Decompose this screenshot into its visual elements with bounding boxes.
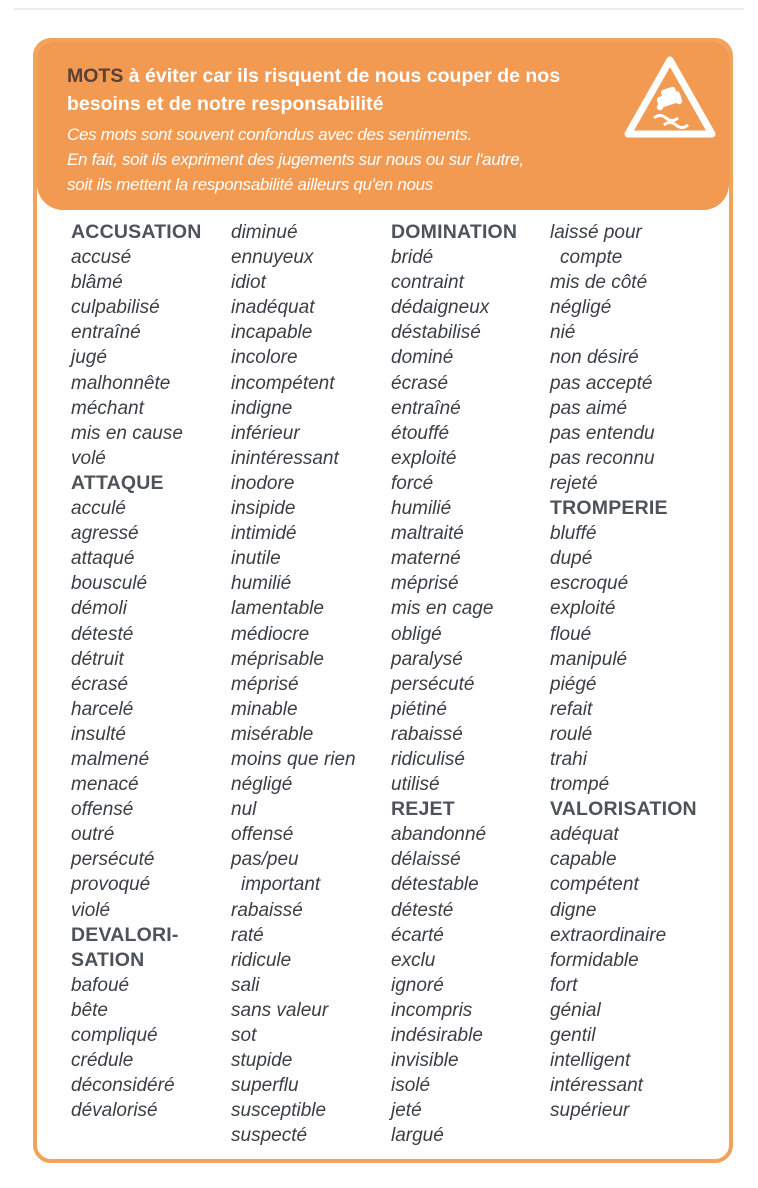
word-item: dévalorisé xyxy=(71,1100,158,1122)
word-item: formidable xyxy=(550,949,639,971)
word-item: pas aimé xyxy=(550,397,628,419)
word-item: inférieur xyxy=(231,422,300,444)
word-item: pas reconnu xyxy=(550,447,655,469)
word-item: agressé xyxy=(71,523,139,545)
word-item: diminué xyxy=(231,222,298,243)
word-column-2 xyxy=(231,220,391,1148)
word-item: dominé xyxy=(391,347,454,369)
top-divider xyxy=(14,8,744,10)
word-item: misérable xyxy=(231,723,314,745)
word-item: digne xyxy=(550,899,597,921)
word-item: détesté xyxy=(391,899,454,921)
word-item: susceptible xyxy=(231,1100,327,1122)
word-item: sans valeur xyxy=(231,999,329,1021)
word-item: humilié xyxy=(231,573,292,595)
word-item: ridiculisé xyxy=(391,748,465,770)
word-item: escroqué xyxy=(550,573,629,595)
word-item: extraordinaire xyxy=(550,924,667,946)
word-item: idiot xyxy=(231,272,266,294)
word-item: moins que rien xyxy=(231,748,356,770)
word-item: génial xyxy=(550,999,601,1021)
word-item: piétiné xyxy=(391,698,447,720)
word-item: refait xyxy=(550,698,593,720)
word-item: entraîné xyxy=(391,397,461,419)
word-item: ennuyeux xyxy=(231,247,314,269)
category-heading: TROMPERIE xyxy=(550,497,668,520)
word-item: compte xyxy=(560,247,623,269)
word-item: volé xyxy=(71,447,106,469)
word-item: écrasé xyxy=(71,673,129,695)
category-heading: VALORISATION xyxy=(550,798,697,821)
word-item: médiocre xyxy=(231,623,310,645)
word-item: pas entendu xyxy=(550,422,655,444)
word-item: dédaigneux xyxy=(391,297,490,319)
word-item: bousculé xyxy=(71,573,148,595)
word-item: lamentable xyxy=(231,598,324,620)
word-item: sot xyxy=(231,1025,257,1046)
word-item: démoli xyxy=(71,598,127,620)
word-item: exploité xyxy=(550,598,616,620)
word-item: isolé xyxy=(391,1075,431,1097)
word-item: étouffé xyxy=(391,422,450,444)
word-item: sali xyxy=(231,974,260,996)
word-item: exploité xyxy=(391,447,457,469)
word-item: minable xyxy=(231,698,298,720)
word-item: forcé xyxy=(391,472,434,494)
title-text: à éviter car ils risquent de nous couper de nos besoins et de notre responsabilité xyxy=(67,65,561,115)
category-heading: SATION xyxy=(71,948,145,971)
word-item: accusé xyxy=(71,247,132,269)
word-item: indésirable xyxy=(391,1025,483,1046)
word-item: détestable xyxy=(391,874,479,896)
word-item: bafoué xyxy=(71,974,130,996)
category-heading: DOMINATION xyxy=(391,221,518,243)
word-item: inadéquat xyxy=(231,297,315,319)
word-item: détesté xyxy=(71,623,134,645)
category-heading: REJET xyxy=(391,798,455,821)
word-item: menacé xyxy=(71,774,139,796)
word-item: ridicule xyxy=(231,949,292,971)
word-column-3 xyxy=(391,220,551,1148)
word-item: incompétent xyxy=(231,372,335,394)
word-item: utilisé xyxy=(391,774,440,796)
word-item: insulté xyxy=(71,723,126,745)
word-item: indigne xyxy=(231,397,293,419)
word-item: contraint xyxy=(391,272,464,294)
word-item: rejeté xyxy=(550,472,598,494)
word-item: nul xyxy=(231,799,257,821)
word-item: important xyxy=(241,874,321,896)
subtitle-line: En fait, soit ils expriment des jugements sur nous ou sur l'autre, xyxy=(67,150,524,169)
word-item: intelligent xyxy=(550,1050,631,1072)
word-item: abandonné xyxy=(391,824,487,846)
word-item: mis de côté xyxy=(550,272,648,294)
word-item: pas/peu xyxy=(231,849,299,871)
word-item: compliqué xyxy=(71,1025,158,1046)
word-item: compétent xyxy=(550,874,639,896)
word-item: détruit xyxy=(71,648,124,670)
word-item: mis en cage xyxy=(391,598,494,620)
word-item: ignoré xyxy=(391,974,444,996)
word-item: exclu xyxy=(391,949,436,971)
word-item: dupé xyxy=(550,548,593,570)
word-item: persécuté xyxy=(71,849,155,871)
word-item: supérieur xyxy=(550,1100,630,1122)
word-item: malmené xyxy=(71,748,150,770)
word-item: écrasé xyxy=(391,372,449,394)
word-item: incompris xyxy=(391,999,473,1021)
word-item: maltraité xyxy=(391,523,464,545)
word-item: provoqué xyxy=(71,874,151,896)
word-item: stupide xyxy=(231,1050,293,1072)
word-item: jugé xyxy=(71,347,107,369)
word-item: capable xyxy=(550,849,617,871)
word-item: largué xyxy=(391,1125,444,1147)
word-item: gentil xyxy=(550,1025,596,1046)
word-item: délaissé xyxy=(391,849,461,871)
word-item: pas accepté xyxy=(550,372,653,394)
word-item: méprisé xyxy=(391,573,459,595)
word-item: entraîné xyxy=(71,322,141,344)
word-item: intimidé xyxy=(231,523,297,545)
word-item: intéressant xyxy=(550,1075,643,1097)
word-item: piégé xyxy=(550,673,597,695)
word-item: violé xyxy=(71,899,111,921)
word-item: inutile xyxy=(231,548,281,570)
word-item: raté xyxy=(231,924,264,946)
word-item: nié xyxy=(550,322,576,344)
word-item: méprisé xyxy=(231,673,299,695)
card-header xyxy=(37,42,729,210)
word-item: incapable xyxy=(231,322,313,344)
word-item: malhonnête xyxy=(71,372,171,394)
subtitle-line: soit ils mettent la responsabilité ailleurs qu'en nous xyxy=(67,175,433,194)
word-item: bridé xyxy=(391,247,434,269)
word-item: suspecté xyxy=(231,1125,308,1147)
card-subtitle xyxy=(67,122,667,197)
word-item: laissé pour xyxy=(550,222,642,243)
category-heading: ATTAQUE xyxy=(71,471,164,494)
word-item: blâmé xyxy=(71,272,123,294)
word-item: bête xyxy=(71,999,108,1021)
word-list-card xyxy=(33,38,733,1163)
word-item: superflu xyxy=(231,1075,299,1097)
word-item: jeté xyxy=(391,1100,422,1122)
word-item: harcelé xyxy=(71,698,134,720)
word-item: trahi xyxy=(550,748,587,770)
word-item: outré xyxy=(71,824,115,846)
word-item: obligé xyxy=(391,623,442,645)
word-item: méprisable xyxy=(231,648,324,670)
word-item: floué xyxy=(550,623,592,645)
word-item: persécuté xyxy=(391,673,475,695)
word-item: bluffé xyxy=(550,523,597,545)
word-item: materné xyxy=(391,548,461,570)
word-item: invisible xyxy=(391,1050,459,1072)
word-column-4 xyxy=(550,220,710,1123)
word-item: fort xyxy=(550,974,578,996)
word-item: adéquat xyxy=(550,824,619,846)
word-item: déconsidéré xyxy=(71,1075,175,1097)
category-heading: ACCUSATION xyxy=(71,221,202,243)
word-item: rabaissé xyxy=(391,723,463,745)
word-item: négligé xyxy=(231,774,293,796)
word-item: méchant xyxy=(71,397,144,419)
word-item: attaqué xyxy=(71,548,135,570)
subtitle-line: Ces mots sont souvent confondus avec des sentiments. xyxy=(67,125,472,144)
word-item: mis en cause xyxy=(71,422,183,444)
word-item: rabaissé xyxy=(231,899,303,921)
word-item: culpabilisé xyxy=(71,297,160,319)
word-item: offensé xyxy=(71,799,134,821)
word-item: manipulé xyxy=(550,648,628,670)
word-item: inodore xyxy=(231,472,295,494)
word-item: humilié xyxy=(391,498,452,520)
word-item: acculé xyxy=(71,498,126,520)
category-heading: DEVALORI- xyxy=(71,923,179,946)
word-item: offensé xyxy=(231,824,294,846)
word-item: crédule xyxy=(71,1050,134,1072)
word-item: incolore xyxy=(231,347,298,369)
title-highlight: MOTS xyxy=(67,65,124,87)
word-item: écarté xyxy=(391,924,444,946)
word-item: roulé xyxy=(550,723,593,745)
card-title xyxy=(67,62,607,118)
word-item: insipide xyxy=(231,498,296,520)
word-item: non désiré xyxy=(550,347,639,369)
word-item: déstabilisé xyxy=(391,322,481,344)
word-column-1 xyxy=(71,220,231,1123)
word-item: paralysé xyxy=(391,648,463,670)
word-item: inintéressant xyxy=(231,447,339,469)
word-item: négligé xyxy=(550,297,612,319)
word-item: trompé xyxy=(550,774,610,796)
slippery-road-warning-icon xyxy=(624,56,716,138)
